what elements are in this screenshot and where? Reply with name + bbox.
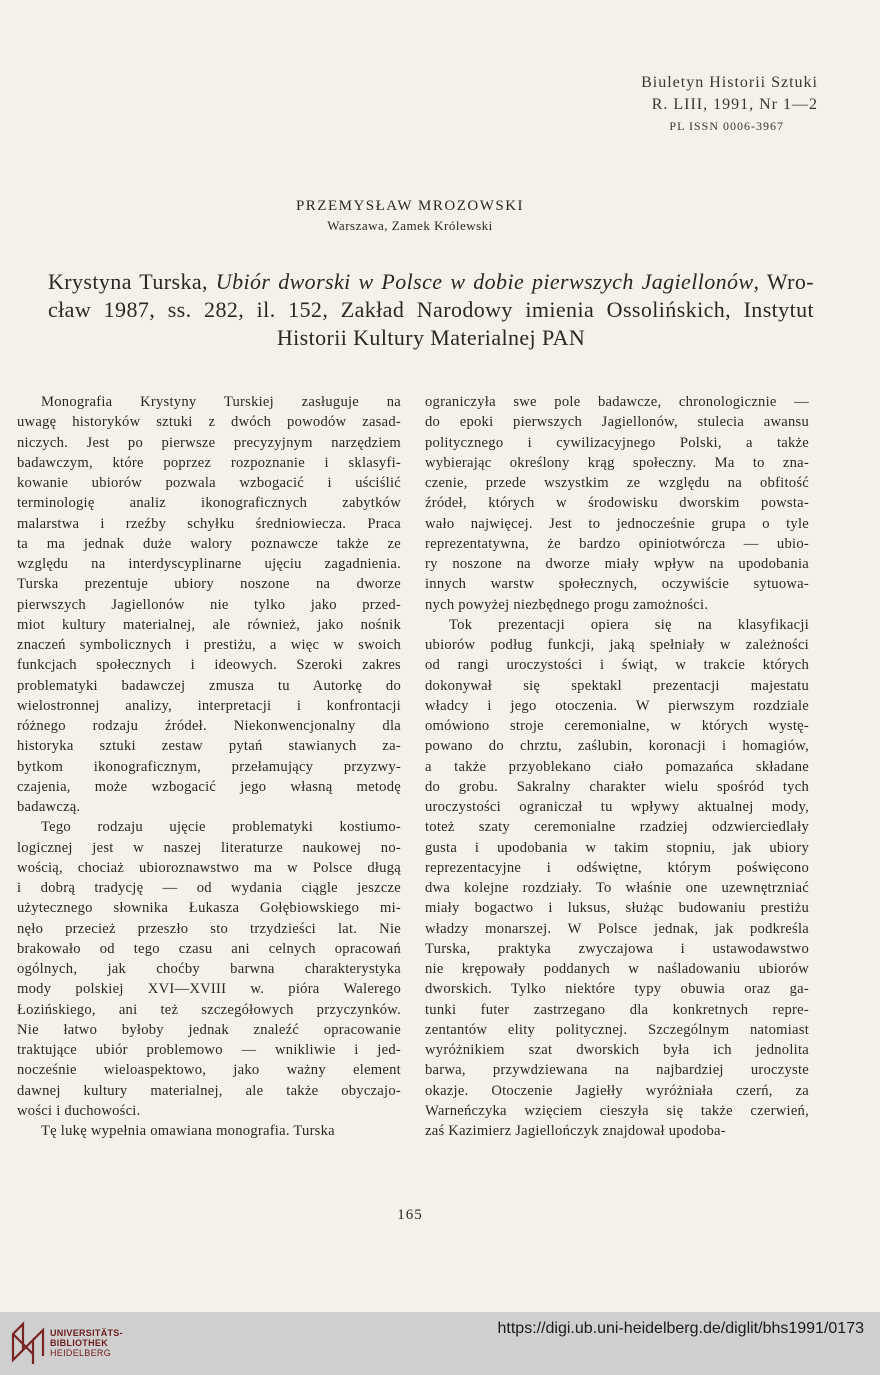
permalink-url[interactable]: https://digi.ub.uni-heidelberg.de/diglit/bhs1991/0173 xyxy=(497,1320,864,1337)
text-line: barwa, przywdziewana na najbardziej uroczyste xyxy=(425,1062,809,1079)
text-line: innych warstw społecznych, oczywiście sytuowa- xyxy=(425,576,809,593)
text-line: czenie, przede wszystkim ze względu na obfitość xyxy=(425,475,809,491)
text-line: uwagę historyków sztuki z dwóch powodów zasad- xyxy=(17,414,401,431)
text-line: Tę lukę wypełnia omawiana monografia. Turska xyxy=(41,1123,335,1139)
text-line: nie krępowały poddanych w naśladowaniu ubiorów xyxy=(425,961,809,977)
text-line: badawczym, które poprzez rozpoznanie i sklasyfi- xyxy=(17,454,401,471)
text-line: powano do chrztu, zaślubin, koronacji i homagiów, xyxy=(425,738,809,755)
left-text-column xyxy=(17,392,401,1141)
text-line: źródeł, których w środowisku dworskim powsta- xyxy=(425,495,809,512)
library-logo-icon[interactable] xyxy=(9,1320,45,1364)
text-line: władcy i jego otoczenia. W pierwszym rozdziale xyxy=(425,697,809,714)
journal-header xyxy=(641,72,818,136)
journal-volume: R. LIII, 1991, Nr 1—2 xyxy=(651,96,818,113)
text-line: dawnej kultury materialnej, ale także obyczajo- xyxy=(17,1082,401,1099)
text-line: od rangi uroczystości i świąt, w trakcie których xyxy=(425,657,809,674)
author-name: PRZEMYSŁAW MROZOWSKI xyxy=(295,198,525,214)
title-line-3: Historii Kultury Materialnej PAN xyxy=(276,325,586,350)
text-line: reprezentacyjne i odświętne, którym poświęcono xyxy=(425,859,809,876)
text-line: władzy monarszej. W Polsce jednak, jak podkreśla xyxy=(425,920,809,937)
text-line: ry noszone na dworze miały wpływ na upodobania xyxy=(425,556,809,572)
text-line: nocześnie wieloaspektowo, jako ważny element xyxy=(17,1062,401,1079)
text-line: okazje. Otoczenie Jagiełły wyróżniała czerń, za xyxy=(425,1082,809,1099)
text-line: użytecznego słownika Łukasza Gołębiowskiego mi- xyxy=(17,900,401,917)
text-line: ograniczyła swe pole badawcze, chronologicznie — xyxy=(425,394,809,410)
title-line-2: cław 1987, ss. 282, il. 152, Zakład Narodowy imienia Ossolińskich, Instytut xyxy=(48,297,814,322)
text-line: niczych. Jest po pierwsze precyzyjnym narzędziem xyxy=(17,434,401,451)
text-line: Turska, praktyka zwyczajowa i ustawodawstwo xyxy=(425,940,809,957)
text-line: względu na interdyscyplinarne ujęciu zagadnienia. xyxy=(17,556,401,572)
text-line: wybierając określony krąg społeczny. Ma to zna- xyxy=(425,454,809,471)
text-line: mody polskiej XVI—XVIII w. pióra Walerego xyxy=(17,981,401,998)
text-line: a także przyoblekano ciało pomazańca składane xyxy=(425,758,809,775)
title-line-1: Krystyna Turska, Ubiór dworski w Polsce w dobie pierwszych Jagiellonów, Wro- xyxy=(48,269,815,294)
text-line: reprezentatywna, że bardzo opiniotwórcza — ubio- xyxy=(425,535,809,552)
author-affiliation: Warszawa, Zamek Królewski xyxy=(327,218,493,233)
text-line: pierwszych Jagiellonów nie tylko jako przed- xyxy=(17,596,401,613)
text-line: Monografia Krystyny Turskiej zasługuje na xyxy=(41,394,401,410)
text-line: ogólnych, jak choćby barwna charakterystyka xyxy=(17,961,401,977)
text-line: toteż szaty ceremonialne rzadziej odzwierciedlały xyxy=(425,819,809,836)
text-line: kowanie ubiorów pozwala wzbogacić i uściślić xyxy=(17,475,401,491)
text-line: gusta i upodobania w takim stopniu, jak ubiory xyxy=(425,839,809,856)
review-title xyxy=(48,268,814,352)
text-line: badawczą. xyxy=(17,799,81,815)
text-line: problematyki badawczej zmusza tu Autorkę do xyxy=(17,677,401,694)
text-line: do grobu. Sakralny charakter wielu spośród tych xyxy=(425,778,809,795)
text-line: nych powyżej niezbędnego progu zamożności. xyxy=(425,596,709,613)
text-line: Warneńczyka wzięciem cieszyła się także czerwień, xyxy=(425,1102,809,1119)
page-number: 165 xyxy=(397,1207,423,1223)
text-line: ubiorów podług funkcji, jaką spełniały w zależności xyxy=(425,637,809,653)
text-line: dwa kolejne rozdziały. To właśnie one uzewnętrzniać xyxy=(425,880,809,896)
text-line: terminologię analiz ikonograficznych zabytków xyxy=(17,495,401,512)
text-line: Turska prezentuje ubiory noszone na dworze xyxy=(17,576,401,593)
text-line: uroczystości ograniczał tu wpływy aktualnej mody, xyxy=(425,799,809,815)
text-line: nęło przecież przeszło sto trzydzieści lat. Nie xyxy=(17,920,401,937)
text-line: miot kultury materialnej, ale również, jako nośnik xyxy=(17,616,401,633)
text-line: wyróżnikiem szat dworskich była ich jednolita xyxy=(425,1042,809,1058)
text-line: zaś Kazimierz Jagiellończyk znajdował upodoba- xyxy=(425,1123,726,1139)
text-line: wało najwięcej. Jest to jednocześnie grupa o tyle xyxy=(425,515,809,532)
text-line: różnego rodzaju źródeł. Niekonwencjonalny dla xyxy=(17,718,401,734)
text-line: dokonywał się spektakl prezentacji majestatu xyxy=(425,677,809,694)
text-line: malarstwa i rzeźby schyłku średniowiecza. Praca xyxy=(17,515,401,532)
text-line: miały bogactwo i luksus, służąc budowaniu prestiżu xyxy=(425,900,809,917)
text-line: historyka sztuki zestaw pytań stawianych za- xyxy=(17,738,401,755)
text-line: zentantów elity politycznej. Szczególnym natomiast xyxy=(425,1021,809,1038)
right-text-column xyxy=(425,392,809,1141)
text-line: znaczeń symbolicznych i prestiżu, a więc w swoich xyxy=(17,637,401,653)
text-line: traktujące ubiór problemowo — wnikliwie i jed- xyxy=(17,1042,401,1058)
text-line: dworskich. Tylko niektóre typy obuwia oraz ga- xyxy=(425,981,809,998)
text-line: Łozińskiego, ani też szczegółowych przyczynków. xyxy=(17,1001,401,1018)
book-title: Ubiór dworski w Polsce w dobie pierwszych Jagiellonów xyxy=(215,269,754,294)
text-line: wości i duchowości. xyxy=(17,1102,141,1119)
text-line: czajenia, może wzbogacić jego własną metodę xyxy=(17,778,401,795)
journal-title: Biuletyn Historii Sztuki xyxy=(641,74,818,91)
text-line: omówiono stroje ceremonialne, w których wystę- xyxy=(425,718,809,734)
text-line: ta ma jednak duże walory poznawcze także ze xyxy=(17,535,401,552)
text-line: funkcjach społecznych i ideowych. Szeroki zakres xyxy=(17,657,401,674)
text-line: Tego rodzaju ujęcie problematyki kostiumo- xyxy=(41,819,401,836)
text-line: wością, chociaż ubioroznawstwo ma w Polsce długą xyxy=(17,859,401,876)
library-name: UNIVERSITÄTS- BIBLIOTHEK HEIDELBERG xyxy=(50,1328,123,1358)
text-line: Tok prezentacji opiera się na klasyfikacji xyxy=(449,616,809,633)
text-line: wielostronnej analizy, interpretacji i konfrontacji xyxy=(17,697,401,714)
text-line: brakowało od tego czasu ani celnych opracowań xyxy=(17,940,401,957)
journal-issn: PL ISSN 0006-3967 xyxy=(669,119,784,133)
text-line: logicznej jest w naszej literaturze naukowej no- xyxy=(17,839,401,856)
text-line: bytkom ikonograficznym, przełamujący przyzwy- xyxy=(17,758,401,775)
text-line: do epoki pierwszych Jagiellonów, stulecia awansu xyxy=(425,414,809,431)
text-line: politycznego i cywilizacyjnego Polski, a także xyxy=(425,434,809,451)
text-line: i dobrą tradycję — od wydania ciągle jeszcze xyxy=(17,880,401,896)
text-line: tunki futer zastrzegano dla konkretnych repre- xyxy=(425,1001,809,1018)
text-line: Nie łatwo byłoby jednak znaleźć opracowanie xyxy=(17,1021,401,1038)
